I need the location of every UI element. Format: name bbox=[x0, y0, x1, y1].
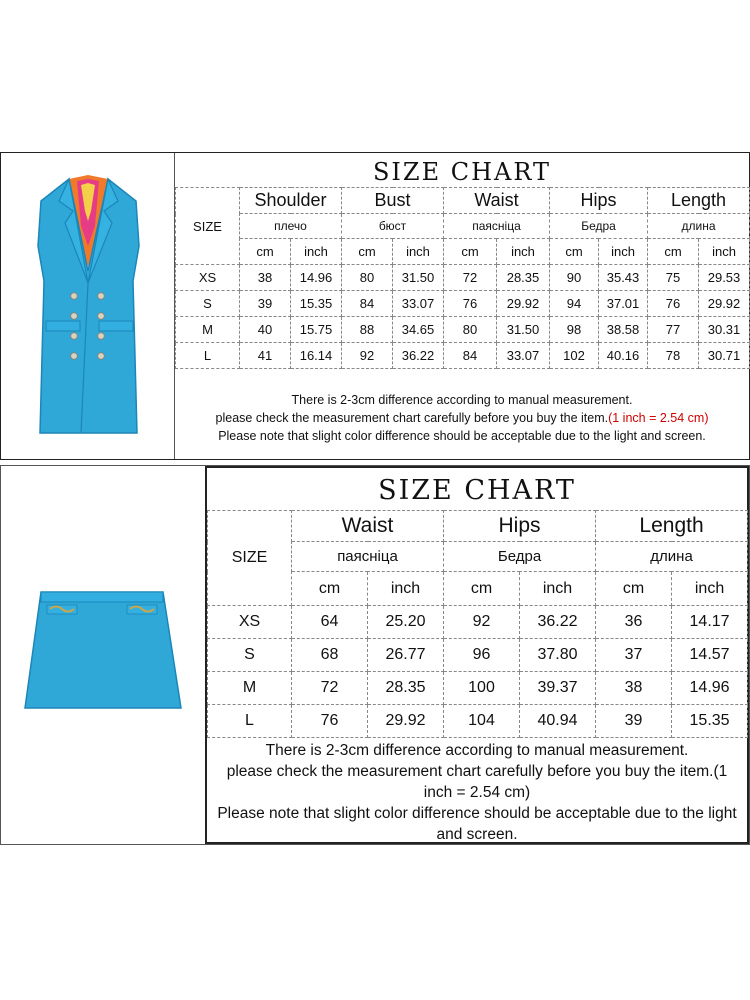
value-cell: 26.77 bbox=[368, 639, 444, 672]
unit-cm: cm bbox=[550, 239, 599, 265]
value-cell: 30.31 bbox=[699, 317, 750, 343]
value-cell: 84 bbox=[444, 343, 497, 369]
column-subheader: паясніца bbox=[444, 214, 550, 239]
unit-cm: cm bbox=[240, 239, 291, 265]
vest-chart-title: SIZE CHART bbox=[372, 158, 552, 186]
unit-cm: cm bbox=[292, 572, 368, 606]
unit-inch: inch bbox=[599, 239, 648, 265]
value-cell: 14.96 bbox=[291, 265, 342, 291]
value-cell: 76 bbox=[648, 291, 699, 317]
vest-size-panel bbox=[0, 152, 750, 460]
value-cell: 35.43 bbox=[599, 265, 648, 291]
value-cell: 29.92 bbox=[497, 291, 550, 317]
value-cell: 31.50 bbox=[497, 317, 550, 343]
column-subheader: длина bbox=[596, 542, 748, 572]
column-header: Length bbox=[596, 511, 748, 542]
size-header: SIZE bbox=[208, 511, 292, 606]
value-cell: 76 bbox=[292, 705, 368, 738]
value-cell: 80 bbox=[444, 317, 497, 343]
value-cell: 72 bbox=[292, 672, 368, 705]
value-cell: 15.35 bbox=[291, 291, 342, 317]
value-cell: 40.94 bbox=[520, 705, 596, 738]
value-cell: 64 bbox=[292, 606, 368, 639]
vest-size-table bbox=[175, 187, 750, 369]
size-cell: XS bbox=[176, 265, 240, 291]
unit-cm: cm bbox=[596, 572, 672, 606]
value-cell: 14.17 bbox=[672, 606, 748, 639]
column-subheader: паясніца bbox=[292, 542, 444, 572]
table-row bbox=[176, 291, 750, 317]
note-line: Please note that slight color difference should be acceptable due to the light and screen. bbox=[217, 805, 737, 843]
value-cell: 36.22 bbox=[520, 606, 596, 639]
column-header: Hips bbox=[444, 511, 596, 542]
table-row bbox=[176, 265, 750, 291]
value-cell: 16.14 bbox=[291, 343, 342, 369]
value-cell: 37.80 bbox=[520, 639, 596, 672]
unit-inch: inch bbox=[291, 239, 342, 265]
size-cell: S bbox=[208, 639, 292, 672]
table-row bbox=[176, 317, 750, 343]
table-row bbox=[208, 606, 748, 639]
value-cell: 39.37 bbox=[520, 672, 596, 705]
value-cell: 36 bbox=[596, 606, 672, 639]
vest-illustration bbox=[21, 171, 156, 443]
skirt-notes bbox=[213, 740, 741, 845]
value-cell: 29.53 bbox=[699, 265, 750, 291]
size-cell: XS bbox=[208, 606, 292, 639]
value-cell: 34.65 bbox=[393, 317, 444, 343]
unit-cm: cm bbox=[444, 572, 520, 606]
unit-cm: cm bbox=[342, 239, 393, 265]
value-cell: 36.22 bbox=[393, 343, 444, 369]
value-cell: 92 bbox=[342, 343, 393, 369]
value-cell: 15.75 bbox=[291, 317, 342, 343]
value-cell: 33.07 bbox=[393, 291, 444, 317]
value-cell: 41 bbox=[240, 343, 291, 369]
value-cell: 80 bbox=[342, 265, 393, 291]
size-cell: L bbox=[208, 705, 292, 738]
column-subheader: плечо bbox=[240, 214, 342, 239]
size-cell: S bbox=[176, 291, 240, 317]
vest-unit-row bbox=[176, 239, 750, 265]
table-row bbox=[176, 343, 750, 369]
value-cell: 72 bbox=[444, 265, 497, 291]
column-header: Shoulder bbox=[240, 188, 342, 214]
value-cell: 84 bbox=[342, 291, 393, 317]
value-cell: 94 bbox=[550, 291, 599, 317]
note-line: There is 2-3cm difference according to manual measurement. bbox=[291, 393, 633, 407]
value-cell: 104 bbox=[444, 705, 520, 738]
value-cell: 76 bbox=[444, 291, 497, 317]
unit-inch: inch bbox=[393, 239, 444, 265]
value-cell: 25.20 bbox=[368, 606, 444, 639]
value-cell: 28.35 bbox=[497, 265, 550, 291]
value-cell: 92 bbox=[444, 606, 520, 639]
skirt-header-row bbox=[208, 511, 748, 542]
skirt-chart-title: SIZE CHART bbox=[378, 475, 576, 506]
skirt-product-image bbox=[23, 584, 183, 714]
column-header: Length bbox=[648, 188, 750, 214]
unit-cm: cm bbox=[444, 239, 497, 265]
value-cell: 40 bbox=[240, 317, 291, 343]
value-cell: 28.35 bbox=[368, 672, 444, 705]
column-header: Waist bbox=[444, 188, 550, 214]
value-cell: 98 bbox=[550, 317, 599, 343]
column-header: Waist bbox=[292, 511, 444, 542]
table-row bbox=[208, 672, 748, 705]
value-cell: 29.92 bbox=[699, 291, 750, 317]
unit-inch: inch bbox=[672, 572, 748, 606]
column-subheader: Бедра bbox=[550, 214, 648, 239]
unit-inch: inch bbox=[368, 572, 444, 606]
size-cell: M bbox=[208, 672, 292, 705]
unit-inch: inch bbox=[497, 239, 550, 265]
vest-notes bbox=[175, 391, 749, 445]
value-cell: 39 bbox=[240, 291, 291, 317]
value-cell: 15.35 bbox=[672, 705, 748, 738]
skirt-chart-box bbox=[205, 466, 749, 844]
size-cell: L bbox=[176, 343, 240, 369]
value-cell: 37.01 bbox=[599, 291, 648, 317]
vest-subheader-row bbox=[176, 214, 750, 239]
value-cell: 14.96 bbox=[672, 672, 748, 705]
inch-conversion-note: (1 inch = 2.54 cm) bbox=[608, 411, 709, 425]
value-cell: 77 bbox=[648, 317, 699, 343]
value-cell: 96 bbox=[444, 639, 520, 672]
value-cell: 38.58 bbox=[599, 317, 648, 343]
note-line bbox=[175, 409, 749, 427]
value-cell: 38 bbox=[596, 672, 672, 705]
value-cell: 30.71 bbox=[699, 343, 750, 369]
value-cell: 39 bbox=[596, 705, 672, 738]
value-cell: 88 bbox=[342, 317, 393, 343]
skirt-size-panel bbox=[0, 465, 750, 845]
value-cell: 31.50 bbox=[393, 265, 444, 291]
unit-inch: inch bbox=[520, 572, 596, 606]
column-subheader: бюст bbox=[342, 214, 444, 239]
unit-cm: cm bbox=[648, 239, 699, 265]
note-line: There is 2-3cm difference according to manual measurement. bbox=[265, 742, 689, 759]
value-cell: 14.57 bbox=[672, 639, 748, 672]
note-line: please check the measurement chart carefully before you buy the item.(1 inch = 2.54 cm) bbox=[226, 763, 728, 801]
vest-product-image bbox=[21, 171, 156, 443]
size-cell: M bbox=[176, 317, 240, 343]
value-cell: 100 bbox=[444, 672, 520, 705]
column-subheader: длина bbox=[648, 214, 750, 239]
column-header: Hips bbox=[550, 188, 648, 214]
skirt-illustration bbox=[23, 584, 183, 714]
note-text: please check the measurement chart carefully before you buy the item. bbox=[215, 411, 609, 425]
value-cell: 75 bbox=[648, 265, 699, 291]
value-cell: 102 bbox=[550, 343, 599, 369]
value-cell: 90 bbox=[550, 265, 599, 291]
column-subheader: Бедра bbox=[444, 542, 596, 572]
note-line: Please note that slight color difference should be acceptable due to the light and screen. bbox=[218, 429, 706, 443]
column-header: Bust bbox=[342, 188, 444, 214]
value-cell: 78 bbox=[648, 343, 699, 369]
value-cell: 33.07 bbox=[497, 343, 550, 369]
skirt-size-table bbox=[207, 510, 748, 738]
size-header: SIZE bbox=[176, 188, 240, 265]
table-row bbox=[208, 639, 748, 672]
table-row bbox=[208, 705, 748, 738]
vest-header-row bbox=[176, 188, 750, 214]
unit-inch: inch bbox=[699, 239, 750, 265]
value-cell: 38 bbox=[240, 265, 291, 291]
value-cell: 37 bbox=[596, 639, 672, 672]
value-cell: 40.16 bbox=[599, 343, 648, 369]
value-cell: 68 bbox=[292, 639, 368, 672]
value-cell: 29.92 bbox=[368, 705, 444, 738]
